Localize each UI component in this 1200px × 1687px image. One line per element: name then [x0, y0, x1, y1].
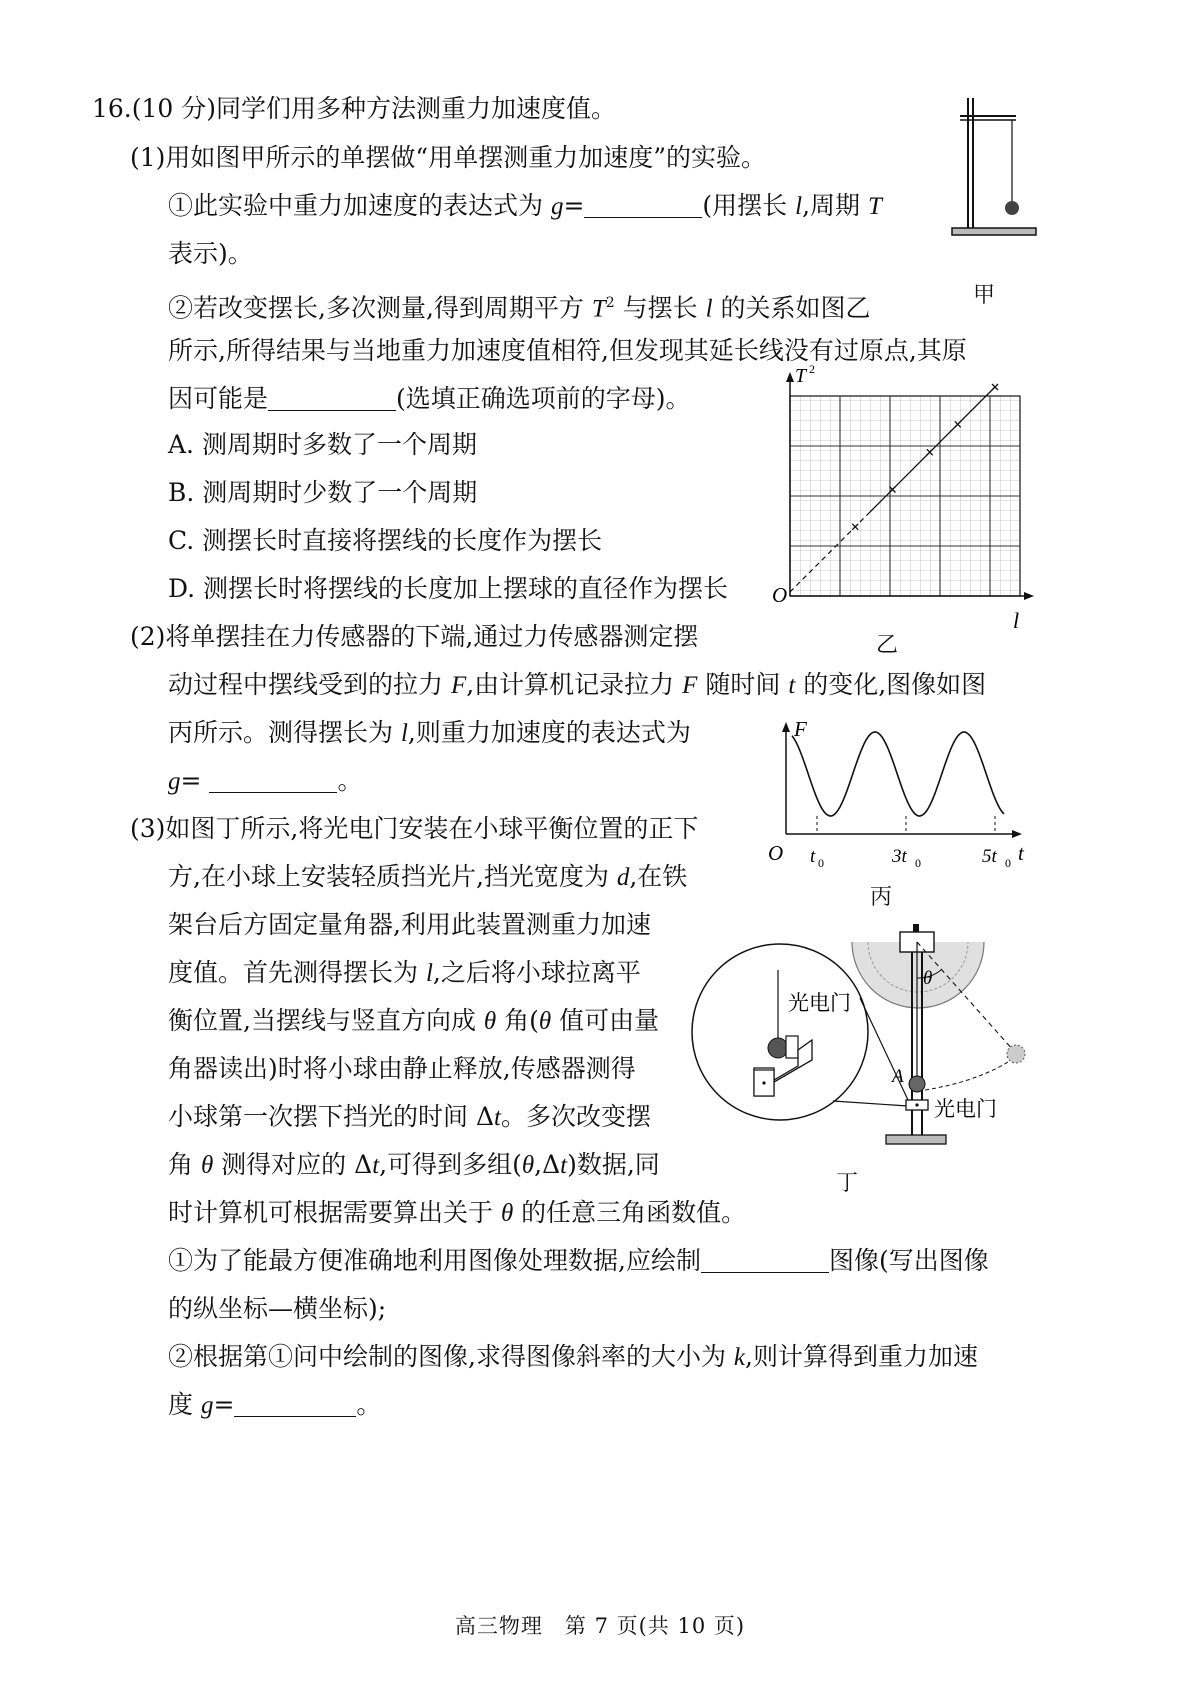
text: 的变化,图像如图 [795, 670, 987, 699]
var-l: l [795, 193, 803, 220]
top-knob [913, 924, 919, 932]
text: 值可由量 [551, 1006, 660, 1035]
page-footer: 高三物理 第 7 页(共 10 页) [454, 1614, 746, 1638]
text: = [180, 766, 202, 795]
text: 度 [168, 1390, 201, 1419]
part3-sub1-cont: 的纵坐标—横坐标); [168, 1294, 387, 1323]
part3-line7 [168, 1102, 651, 1133]
option-d: D. 测摆长时将摆线的长度加上摆球的直径作为摆长 [168, 574, 729, 603]
zoom-shutter [786, 1036, 798, 1058]
figure-bing-graph [760, 716, 1040, 876]
part1-intro [130, 143, 766, 173]
part2-line3 [168, 718, 691, 749]
text: 测得对应的 Δ [213, 1150, 373, 1179]
part3-line8 [168, 1150, 660, 1181]
text: ,Δ [534, 1150, 561, 1179]
var-l: l [705, 295, 713, 323]
answer-blank-4[interactable] [701, 1248, 829, 1273]
text: 小球第一次摆下挡光的时间 Δ [168, 1102, 495, 1131]
part1-sub2-line2 [168, 336, 967, 366]
text: 度值。首先测得摆长为 [168, 958, 426, 987]
part2-line1 [130, 622, 698, 652]
part1-label: (1) [130, 143, 166, 172]
part2-line2 [168, 670, 986, 701]
point-a-label: A [892, 1066, 904, 1087]
var-t: t [494, 1104, 501, 1131]
origin-label: O [768, 841, 784, 865]
text: 时计算机可根据需要算出关于 [168, 1198, 501, 1227]
y-axis-arrow [782, 722, 790, 732]
answer-blank-1[interactable] [584, 193, 702, 218]
question-stem: 同学们用多种方法测重力加速度值。 [216, 94, 617, 123]
part1-sub1-cont [168, 239, 253, 269]
tick-sub: 0 [818, 856, 824, 870]
text: 的关系如图乙 [712, 293, 871, 323]
y-axis-arrow [786, 372, 794, 382]
part3-sub2 [168, 1342, 978, 1373]
part3-line3: 架台后方固定量角器,利用此装置测重力加速 [168, 910, 651, 939]
var-t: t [788, 672, 796, 699]
var-theta: θ [521, 1152, 535, 1179]
stand-base [952, 228, 1036, 235]
text: 随时间 [697, 670, 789, 699]
text: (选填正确选项前的字母)。 [396, 384, 691, 413]
var-F: F [682, 672, 698, 699]
tick-sub: 0 [1005, 856, 1011, 870]
part3-line4 [168, 958, 641, 989]
part3-sub1 [168, 1246, 989, 1276]
text: 所示,所得结果与当地重力加速度值相符,但发现其延长线没有过原点,其原 [168, 336, 967, 365]
var-l: l [425, 960, 433, 987]
text: ,由计算机记录拉力 [466, 670, 683, 699]
part1-intro-text: 用如图甲所示的单摆做“用单摆测重力加速度”的实验。 [165, 143, 766, 172]
answer-blank-2[interactable] [268, 386, 396, 411]
y-axis-label: T [795, 365, 807, 387]
part3-line2 [168, 862, 687, 893]
text: ①为了能最方便准确地利用图像处理数据,应绘制 [168, 1246, 701, 1275]
pendulum-ball [909, 1076, 925, 1092]
text: ,在铁 [629, 862, 688, 891]
var-theta: θ [538, 1008, 552, 1035]
text: 方,在小球上安装轻质挡光片,挡光宽度为 [168, 862, 617, 891]
text: ,则计算得到重力加速 [745, 1342, 978, 1371]
question-header [92, 94, 616, 124]
origin-label: O [772, 583, 788, 607]
question-score: (10 分) [131, 94, 217, 123]
magnify-pointer-lower [833, 1101, 908, 1106]
part1-sub1 [168, 191, 882, 222]
figure-ding-apparatus [690, 920, 1060, 1180]
gate-label: 光电门 [934, 1097, 997, 1121]
y-axis-label: F [794, 717, 807, 741]
text: = [213, 1390, 235, 1419]
tick-sub: 0 [915, 856, 921, 870]
part2-line4 [168, 766, 362, 797]
var-t: t [560, 1152, 568, 1179]
var-T: T [591, 295, 606, 323]
photogate-dot [915, 1103, 918, 1106]
figure-yi-caption: 乙 [876, 633, 899, 658]
y-axis-label-sup: 2 [809, 362, 815, 376]
zoom-sensor-dot [762, 1081, 765, 1084]
text: 的任意三角函数值。 [513, 1198, 747, 1227]
option-b: B. 测周期时少数了一个周期 [168, 478, 478, 507]
part3-line9 [168, 1198, 746, 1229]
var-g: g [168, 768, 181, 795]
answer-blank-5[interactable] [234, 1392, 356, 1417]
part3-line6: 角器读出)时将小球由静止释放,传感器测得 [168, 1054, 636, 1083]
text: 衡位置,当摆线与竖直方向成 [168, 1006, 484, 1035]
text: 角 [168, 1150, 201, 1179]
pendulum-bob [1005, 201, 1019, 215]
text: ②若改变摆长,多次测量,得到周期平方 [168, 293, 592, 323]
var-theta: θ [200, 1152, 214, 1179]
zoom-gate-label: 光电门 [788, 991, 851, 1015]
text: 因可能是 [168, 384, 269, 413]
text: ,则重力加速度的表达式为 [407, 718, 691, 747]
var-g: g [200, 1392, 214, 1419]
superscript: 2 [605, 295, 615, 311]
text: ,周期 [802, 191, 868, 220]
text: ,之后将小球拉离平 [432, 958, 641, 987]
var-d: d [616, 864, 630, 891]
x-axis-arrow [1012, 830, 1022, 838]
part3-line5 [168, 1006, 659, 1037]
var-g: g [550, 193, 564, 220]
part3-sub2-cont [168, 1390, 381, 1421]
x-axis-label: t [1018, 841, 1024, 865]
part3-label: (3) [130, 814, 166, 843]
var-theta: θ [500, 1200, 514, 1227]
text: 丙所示。测得摆长为 [168, 718, 401, 747]
text: 与摆长 [614, 293, 706, 323]
part3-line1 [130, 814, 698, 844]
tick-label-5t0: 5t [982, 846, 997, 867]
data-point [992, 384, 998, 390]
part2-label: (2) [130, 622, 166, 651]
magnify-circle [692, 944, 868, 1120]
figure-yi-graph [770, 362, 1040, 645]
text: 动过程中摆线受到的拉力 [168, 670, 451, 699]
var-l: l [400, 720, 408, 747]
text: 如图丁所示,将光电门安装在小球平衡位置的正下 [165, 814, 699, 843]
text: 图像(写出图像 [828, 1246, 989, 1275]
var-t: t [372, 1152, 380, 1179]
var-k: k [733, 1344, 746, 1371]
figure-ding-caption: 丁 [836, 1171, 859, 1196]
var-theta: θ [483, 1008, 497, 1035]
swing-arc [925, 1062, 1008, 1090]
text: = [563, 191, 585, 220]
angle-label: θ [923, 968, 933, 989]
force-curve [792, 732, 1004, 816]
option-c: C. 测摆长时直接将摆线的长度作为摆长 [168, 526, 603, 555]
part1-sub2 [168, 288, 870, 324]
var-T: T [867, 193, 882, 220]
text: 。多次改变摆 [500, 1102, 651, 1131]
stand-base [886, 1135, 946, 1144]
text: 。 [337, 766, 363, 795]
figure-bing-caption: 丙 [870, 885, 893, 910]
x-axis-arrow [1024, 592, 1034, 600]
tick-label-3t0: 3t [892, 846, 907, 867]
text: 表示)。 [168, 239, 253, 268]
text: 将单摆挂在力传感器的下端,通过力传感器测定摆 [165, 622, 699, 651]
answer-blank-3[interactable] [209, 768, 337, 793]
figure-jia-caption: 甲 [973, 283, 996, 308]
text: 角( [496, 1006, 539, 1035]
text: ①此实验中重力加速度的表达式为 [168, 191, 551, 220]
displaced-ball [1007, 1045, 1025, 1063]
zoom-ball [768, 1038, 788, 1058]
x-axis-label: l [1013, 608, 1020, 633]
text: 。 [356, 1390, 382, 1419]
option-a: A. 测周期时多数了一个周期 [168, 430, 477, 459]
question-number: 16. [92, 94, 132, 123]
tick-label-t0: t [810, 846, 816, 867]
text: )数据,同 [567, 1150, 660, 1179]
var-F: F [450, 672, 467, 699]
part1-sub2-line3 [168, 384, 691, 414]
text: ②根据第①问中绘制的图像,求得图像斜率的大小为 [168, 1342, 734, 1371]
text: (用摆长 [702, 191, 796, 220]
text: ,可得到多组( [379, 1150, 522, 1179]
figure-jia-pendulum [940, 92, 1040, 272]
